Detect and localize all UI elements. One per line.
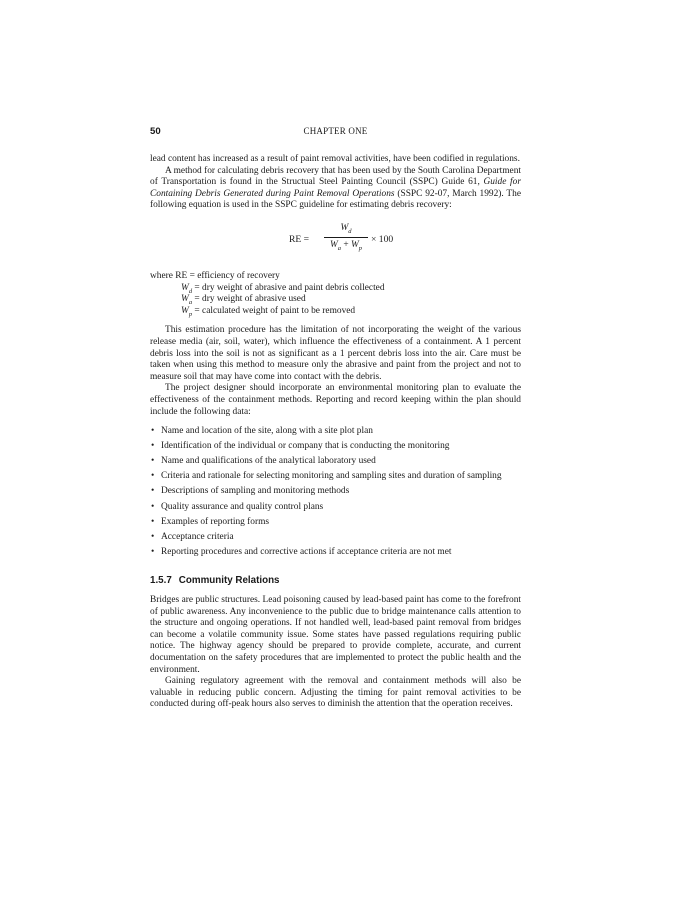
paragraph-method-text-b: (SSPC 92-07, March 1992). The following equation is used in the SSPC guideline for estimating debris recovery:	[150, 188, 521, 211]
list-item	[150, 502, 521, 514]
definition-text: = dry weight of abrasive used	[192, 294, 306, 305]
running-header	[150, 126, 521, 138]
list-item-text: Identification of the individual or company that is conducting the monitoring	[161, 441, 450, 452]
list-item-text: Name and qualifications of the analytical laboratory used	[161, 456, 376, 467]
list-item	[150, 486, 521, 498]
denominator-subscript-a: a	[337, 244, 341, 252]
numerator-symbol: W	[340, 222, 349, 233]
list-item-text: Name and location of the site, along with a site plot plan	[161, 426, 373, 437]
list-item	[150, 532, 521, 544]
symbol-letter: W	[181, 294, 189, 305]
bullet-icon: •	[151, 441, 155, 452]
equation-numerator	[324, 223, 368, 236]
document-page	[150, 126, 521, 711]
numerator-subscript: d	[348, 227, 352, 235]
denominator-symbol-a: W	[329, 239, 338, 250]
definition-re: where RE = efficiency of recovery	[150, 270, 280, 281]
denominator-subscript-b: p	[358, 244, 363, 252]
bullet-icon: •	[151, 471, 155, 482]
equation-denominator	[324, 240, 368, 254]
definition-symbol	[181, 306, 192, 316]
list-item	[150, 456, 521, 468]
symbol-letter: W	[181, 305, 189, 316]
paragraph-community-1: Bridges are public structures. Lead poisoning caused by lead-based paint has come to the forefront of public awareness. Any inconvenience to the public due to bridge maintenance calls attention to the structure and ongoing operations. If not handled well, lead-based paint removal from bridges can become a volatile community issue. Some states have passed regulations requiring public notice. The highway agency should be prepared to provide complete, accurate, and current documentation on the safety procedures that are implemented to protect the public health and the environment.	[150, 595, 521, 675]
bullet-icon: •	[151, 456, 155, 467]
denominator-plus: +	[341, 239, 351, 250]
definition-wa	[150, 294, 521, 306]
variable-definitions	[150, 271, 521, 317]
denominator-symbol-b: W	[350, 239, 359, 250]
fraction-bar	[324, 237, 368, 238]
bullet-icon: •	[151, 516, 155, 527]
chapter-heading: CHAPTER ONE	[303, 126, 368, 136]
section-heading	[150, 575, 521, 587]
list-item	[150, 517, 521, 529]
list-item-text: Acceptance criteria	[161, 531, 234, 542]
page-number: 50	[150, 126, 161, 137]
list-item-text: Reporting procedures and corrective actions if acceptance criteria are not met	[161, 546, 452, 557]
paragraph-limitation: This estimation procedure has the limitation of not incorporating the weight of the various release media (air, soil, water), which influence the effectiveness of a containment. A 1 percent debris loss into the soil is not as significant as a 1 percent debris loss into the air. Care must be taken when using this method to measure only the abrasive and paint from the project and not to measure soil that may have come into contact with the debris.	[150, 325, 521, 382]
symbol-subscript: p	[188, 310, 193, 318]
equation-fraction	[324, 223, 368, 254]
list-item	[150, 426, 521, 438]
paragraph-monitoring-plan: The project designer should incorporate an environmental monitoring plan to evaluate the effectiveness of the containment methods. Reporting and record keeping within the plan should include the following data:	[150, 383, 521, 417]
paragraph-intro: lead content has increased as a result of paint removal activities, have been codified in regulations.	[150, 154, 520, 164]
paragraph-community-2: Gaining regulatory agreement with the removal and containment methods will also be valuable in reducing public concern. Adjusting the timing for paint removal activities to be conducted during off-peak hours also serves to diminish the attention that the operation receives.	[150, 676, 521, 710]
bullet-icon: •	[151, 486, 155, 497]
bullet-icon: •	[151, 531, 155, 542]
definition-symbol	[181, 294, 193, 307]
definition-text: = calculated weight of paint to be removed	[192, 305, 356, 316]
paragraph-method	[150, 166, 521, 212]
bullet-icon: •	[151, 546, 155, 557]
recovery-equation	[150, 221, 521, 265]
list-item-text: Examples of reporting forms	[161, 516, 270, 527]
guide-title: Guide for Containing Debris Generated during Paint Removal Operations	[150, 177, 521, 199]
equation-lhs: RE =	[289, 233, 310, 245]
monitoring-data-list	[150, 426, 521, 558]
section-title: Community Relations	[178, 575, 280, 587]
bullet-icon: •	[151, 501, 155, 512]
symbol-subscript: a	[188, 299, 193, 307]
list-item-text: Criteria and rationale for selecting monitoring and sampling sites and duration of sampling	[161, 471, 502, 482]
list-item	[150, 547, 521, 559]
definition-wd	[150, 283, 521, 295]
equation-multiplier: × 100	[371, 233, 394, 245]
list-item	[150, 471, 521, 483]
symbol-subscript: d	[188, 287, 193, 295]
definition-wp	[150, 306, 521, 318]
symbol-letter: W	[181, 282, 189, 293]
list-item	[150, 441, 521, 453]
section-number: 1.5.7	[150, 575, 172, 587]
definition-symbol	[181, 283, 192, 293]
definition-text: = dry weight of abrasive and paint debris collected	[192, 282, 385, 293]
paragraph-method-text-a: A method for calculating debris recovery that has been used by the South Carolina Department of Transportation is found in the Structual Steel Painting Council (SSPC) Guide 61,	[150, 165, 521, 188]
bullet-icon: •	[151, 426, 155, 437]
list-item-text: Quality assurance and quality control plans	[161, 501, 324, 512]
list-item-text: Descriptions of sampling and monitoring methods	[161, 486, 350, 497]
